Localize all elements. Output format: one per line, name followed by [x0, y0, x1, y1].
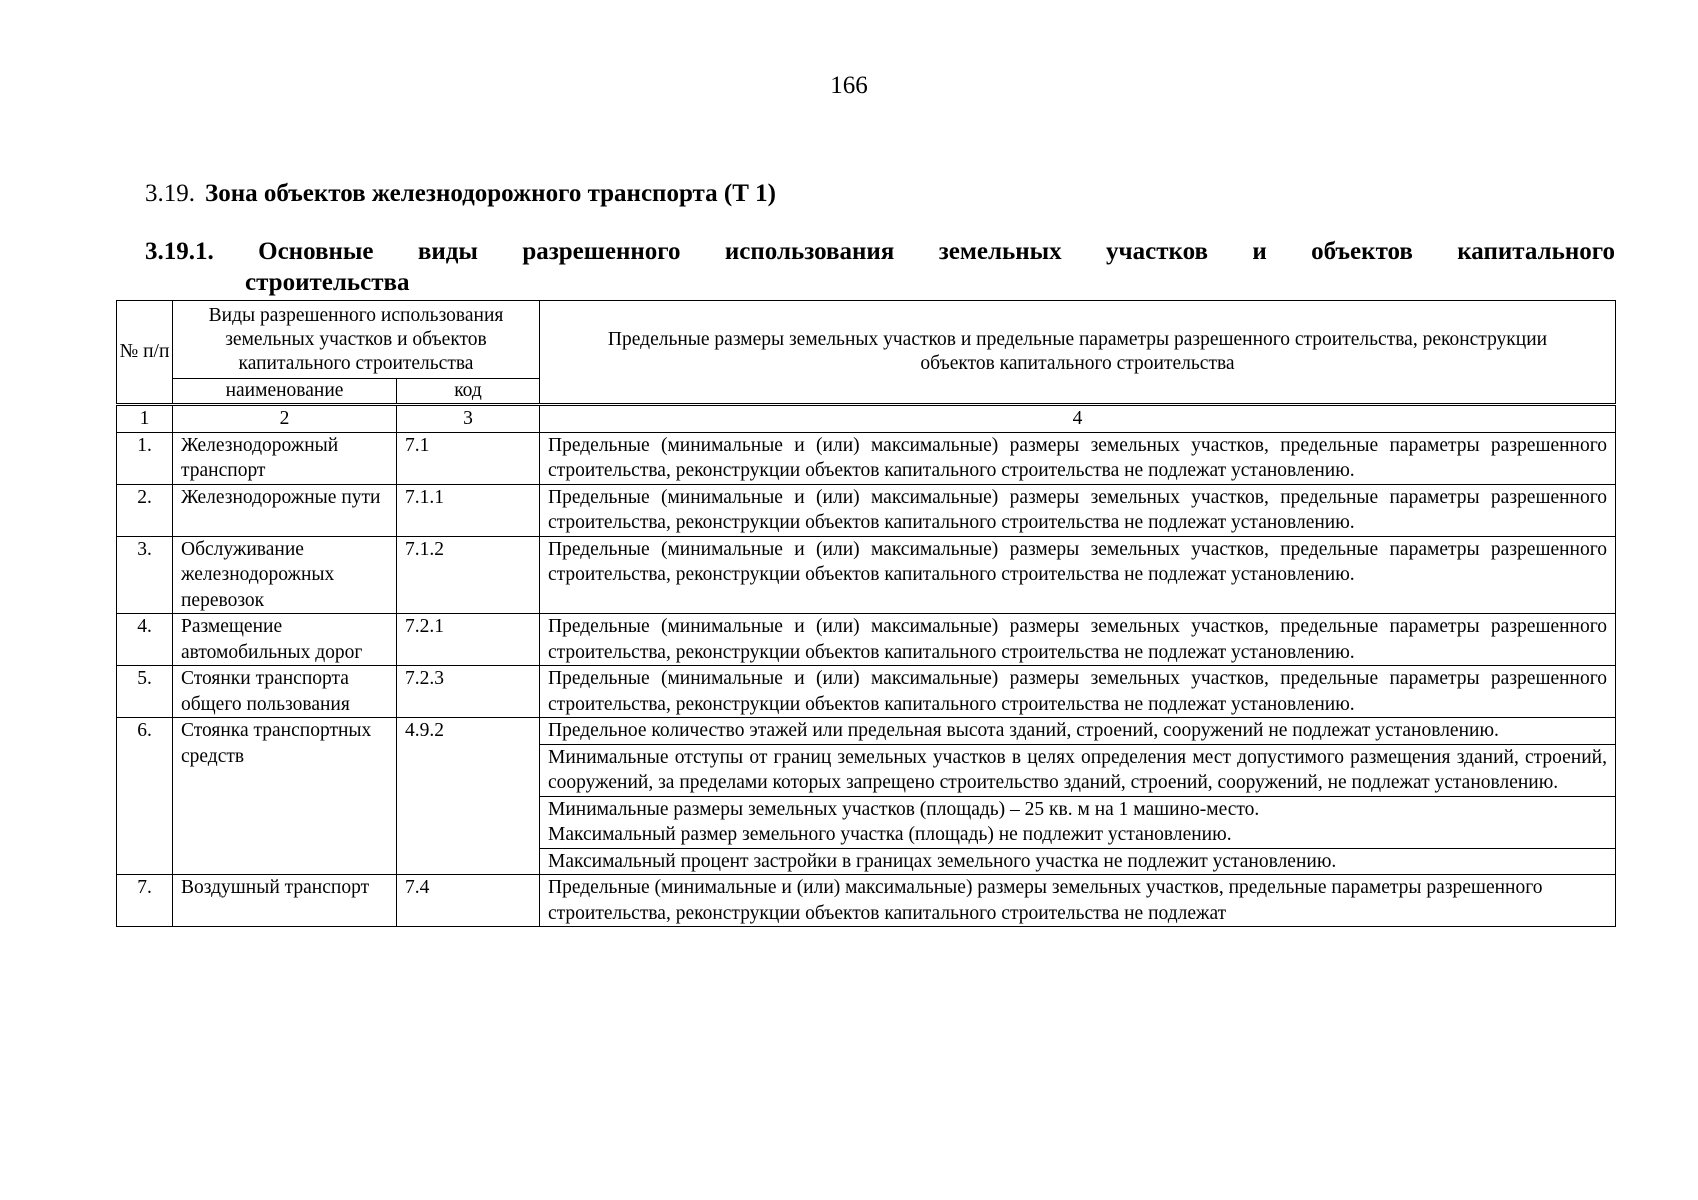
- subsection-word: капитального: [1457, 238, 1615, 265]
- row-name: Стоянка транспортных средств: [173, 718, 397, 875]
- row-code: 4.9.2: [397, 718, 540, 875]
- row-code: 7.1: [397, 432, 540, 484]
- subsection-word: земельных: [938, 238, 1062, 265]
- column-number: 3: [397, 405, 540, 433]
- row-name: Размещение автомобильных дорог: [173, 614, 397, 666]
- row-text: Предельные (минимальные и (или) максимальные) размеры земельных участков, предельные параметры разрешенного строительства, реконструкции объектов капитального строительства не подлежат установлению.: [540, 484, 1616, 536]
- row-name: Обслуживание железнодорожных перевозок: [173, 536, 397, 614]
- row-code: 7.4: [397, 875, 540, 927]
- row-code: 7.2.1: [397, 614, 540, 666]
- column-number: 1: [117, 405, 173, 433]
- row-text: Предельные (минимальные и (или) максимальные) размеры земельных участков, предельные параметры разрешенного строительства, реконструкции объектов капитального строительства не подлежат установлению.: [540, 666, 1616, 718]
- table-header-row: [117, 301, 1616, 379]
- row-text-clip: [540, 875, 1616, 927]
- subsection-word: разрешенного: [522, 238, 681, 265]
- table-row: [117, 614, 1616, 666]
- subsection-word: использования: [724, 238, 895, 265]
- row-number: 3.: [117, 536, 173, 614]
- header-name: наименование: [173, 379, 397, 405]
- subsection-word: и: [1252, 238, 1267, 265]
- row-code: 7.1.1: [397, 484, 540, 536]
- row-code: 7.1.2: [397, 536, 540, 614]
- row-text: Предельные (минимальные и (или) максимальные) размеры земельных участков, предельные параметры разрешенного строительства, реконструкции объектов капитального строительства не подлежат установлению.: [540, 614, 1616, 666]
- subsection-title: [145, 236, 1615, 298]
- subsection-word: участков: [1106, 238, 1208, 265]
- table-row: [117, 666, 1616, 718]
- zoning-table: [116, 300, 1616, 927]
- row-number: 7.: [117, 875, 173, 927]
- table-row: [117, 875, 1616, 927]
- row-name: Железнодорожный транспорт: [173, 432, 397, 484]
- row-code: 7.2.3: [397, 666, 540, 718]
- row-number: 2.: [117, 484, 173, 536]
- row-name: Воздушный транспорт: [173, 875, 397, 927]
- row-text-line: Минимальные размеры земельных участков (площадь) – 25 кв. м на 1 машино-место.: [548, 798, 1260, 820]
- column-numbers-row: [117, 405, 1616, 433]
- section-title-text: Зона объектов железнодорожного транспорта (Т 1): [205, 180, 776, 207]
- column-number: 2: [173, 405, 397, 433]
- row-text-part: Предельное количество этажей или предельная высота зданий, строений, сооружений не подлежат установлению.: [540, 718, 1616, 745]
- subsection-word: 3.19.1.: [145, 238, 214, 265]
- subsection-title-line1: [145, 236, 1615, 267]
- row-number: 1.: [117, 432, 173, 484]
- subsection-word: объектов: [1311, 238, 1413, 265]
- row-text-line: Максимальный размер земельного участка (площадь) не подлежит установлению.: [548, 824, 1232, 845]
- table-row: [117, 484, 1616, 536]
- row-name: Стоянки транспорта общего пользования: [173, 666, 397, 718]
- section-title: [145, 180, 776, 208]
- row-number: 5.: [117, 666, 173, 718]
- subsection-word: Основные: [258, 238, 374, 265]
- row-name: Железнодорожные пути: [173, 484, 397, 536]
- subsection-word: виды: [417, 238, 478, 265]
- header-number: № п/п: [117, 301, 173, 405]
- header-code: код: [397, 379, 540, 405]
- header-kinds: Виды разрешенного использования земельных участков и объектов капитального строительства: [173, 301, 540, 379]
- section-number: 3.19.: [145, 180, 195, 207]
- row-number: 4.: [117, 614, 173, 666]
- row-text-part: Максимальный процент застройки в границах земельного участка не подлежит установлению.: [540, 848, 1616, 875]
- page-number: 166: [830, 72, 868, 99]
- row-text-part: [540, 796, 1616, 848]
- table-row: [117, 432, 1616, 484]
- header-limits: Предельные размеры земельных участков и предельные параметры разрешенного строительства, реконструкции объектов капитального строительства: [540, 301, 1616, 405]
- row-text: Предельные (минимальные и (или) максимальные) размеры земельных участков, предельные параметры разрешенного строительства, реконструкции объектов капитального строительства не подлежат установлению.: [540, 432, 1616, 484]
- row-text: Предельные (минимальные и (или) максимальные) размеры земельных участков, предельные параметры разрешенного строительства, реконструкции объектов капитального строительства не подлежат установлению.: [540, 536, 1616, 614]
- subsection-title-line2: строительства: [245, 269, 410, 296]
- row-number: 6.: [117, 718, 173, 875]
- row-text-part: Минимальные отступы от границ земельных участков в целях определения мест допустимого размещения зданий, строений, сооружений, за пределами которых запрещено строительство зданий, строений, сооружений, не подлежат установлению.: [540, 744, 1616, 796]
- column-number: 4: [540, 405, 1616, 433]
- row-text: Предельные (минимальные и (или) максимальные) размеры земельных участков, предельные параметры разрешенного строительства, реконструкции объектов капитального строительства не подлежат: [548, 877, 1543, 924]
- table-row: [117, 718, 1616, 745]
- table-row: [117, 536, 1616, 614]
